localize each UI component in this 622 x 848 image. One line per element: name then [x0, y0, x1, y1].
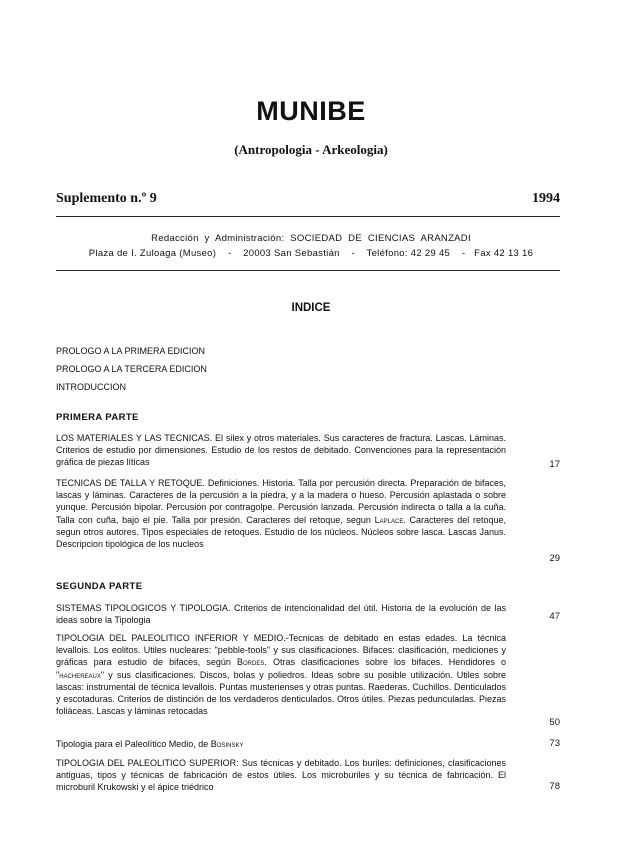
page-number-sistemas-tipologicos: 47 [549, 611, 560, 622]
part-1-heading: PRIMERA PARTE [56, 412, 139, 423]
index-item-introduccion: INTRODUCCION [56, 382, 126, 392]
bottom-divider [56, 270, 560, 271]
entry-bosinsky: Tipologia para el Paleolítico Medio, de Bosinsky [56, 739, 244, 749]
address-line-1: Redacción y Administración: SOCIEDAD DE CIENCIAS ARANZADI [151, 233, 471, 244]
index-heading: INDICE [291, 302, 331, 314]
index-item-prologo-tercera: PROLOGO A LA TERCERA EDICION [56, 364, 207, 374]
publication-year: 1994 [532, 191, 560, 206]
entry-materiales: LOS MATERIALES Y LAS TECNICAS. El silex y otros materiales. Sus caracteres de fractura. Lascas. Láminas. Criterios de estudio por dimensiones. Estudio de los restos de debitado. Convenciones para la representación gráfica de piezas líticas [56, 433, 506, 468]
entry-tecnicas-talla: TECNICAS DE TALLA Y RETOQUE. Definiciones. Historia. Talla por percusión directa. Preparación de bifaces, lascas y láminas. Caracteres de la percusión a la piedra, y a la madera o hueso. Percusión aplastada o sobre yunque. Percusión bipolar. Percusión por contragolpe. Percusión lanzada. Percusión indirecta o talla a la cuña. Talla con cuña, bajo el pie. Talla por presión. Caracteres del retoque, segun Laplace. Caracteres del retoque, segun otros autores. Tipos especiales de retoques. Estudio de los núcleos. Núcleos sobre lasca. Lascas Janus. Descripcion tipológica de los nucleos [56, 478, 506, 550]
page-number-materiales: 17 [549, 459, 560, 470]
author-bosinsky: Bosinsky [210, 739, 244, 749]
part-2-heading: SEGUNDA PARTE [56, 581, 143, 592]
author-bordes: Bordes [237, 657, 265, 668]
page-number-tecnicas-talla: 29 [549, 553, 560, 564]
page-number-paleolitico-inferior: 50 [549, 717, 560, 728]
supplement-number: Suplemento n.º 9 [56, 191, 157, 206]
address-line-2: Plaza de I. Zuloaga (Museo) - 20003 San Sebastián - Teléfono: 42 29 45 - Fax 42 13 16 [88, 248, 534, 259]
author-laplace: Laplace [374, 514, 404, 525]
term-hachereaux: hachereaux [59, 669, 101, 680]
journal-title: MUNIBE [256, 96, 366, 126]
index-item-prologo-primera: PROLOGO A LA PRIMERA EDICION [56, 346, 206, 356]
page-number-paleolitico-superior: 78 [549, 781, 560, 792]
journal-subtitle: (Antropologia - Arkeologia) [234, 142, 388, 157]
page-number-bosinsky: 73 [549, 738, 560, 749]
entry-paleolitico-inferior: TIPOLOGIA DEL PALEOLITICO INFERIOR Y MEDIO.-Tecnicas de debitado en estas edades. La técnica levallois. Los eolitos. Utiles nucleares: "pebble-tools" y sus clasificaciones. Bifaces: clasificación, mediciones y gráficas para estudio de bifaces, según Bordes. Otras clasificaciones sobre los bifaces. Hendidores o "hachereaux" y sus clasificaciones. Discos, bolas y poliedros. Ideas sobre su posible utilización. Utiles sobre lascas: instrumental de técnica levallois. Puntas musterienses y otras puntas. Raederas. Cuchillos. Denticulados y escotaduras. Criterios de distinción de los verdaderos denticulados. Otros útiles. Piezas pedunculadas. Piezas foliáceas. Lascas y láminas retocadas [56, 633, 506, 717]
entry-sistemas-tipologicos: SISTEMAS TIPOLOGICOS Y TIPOLOGIA. Criterios de intencionalidad del útil. Historia de la evolución de las ideas sobre la Tipologia [56, 603, 506, 626]
entry-paleolitico-superior: TIPOLOGIA DEL PALEOLITICO SUPERIOR: Sus técnicas y debitado. Los buriles: definiciones, clasificaciones antiguas, tipos y técnicas de fabricación de estos útiles. Los microburiles y su técnica de fabricación. El microburil Krukowski y el ápice triédrico [56, 758, 506, 793]
top-divider [56, 216, 560, 217]
